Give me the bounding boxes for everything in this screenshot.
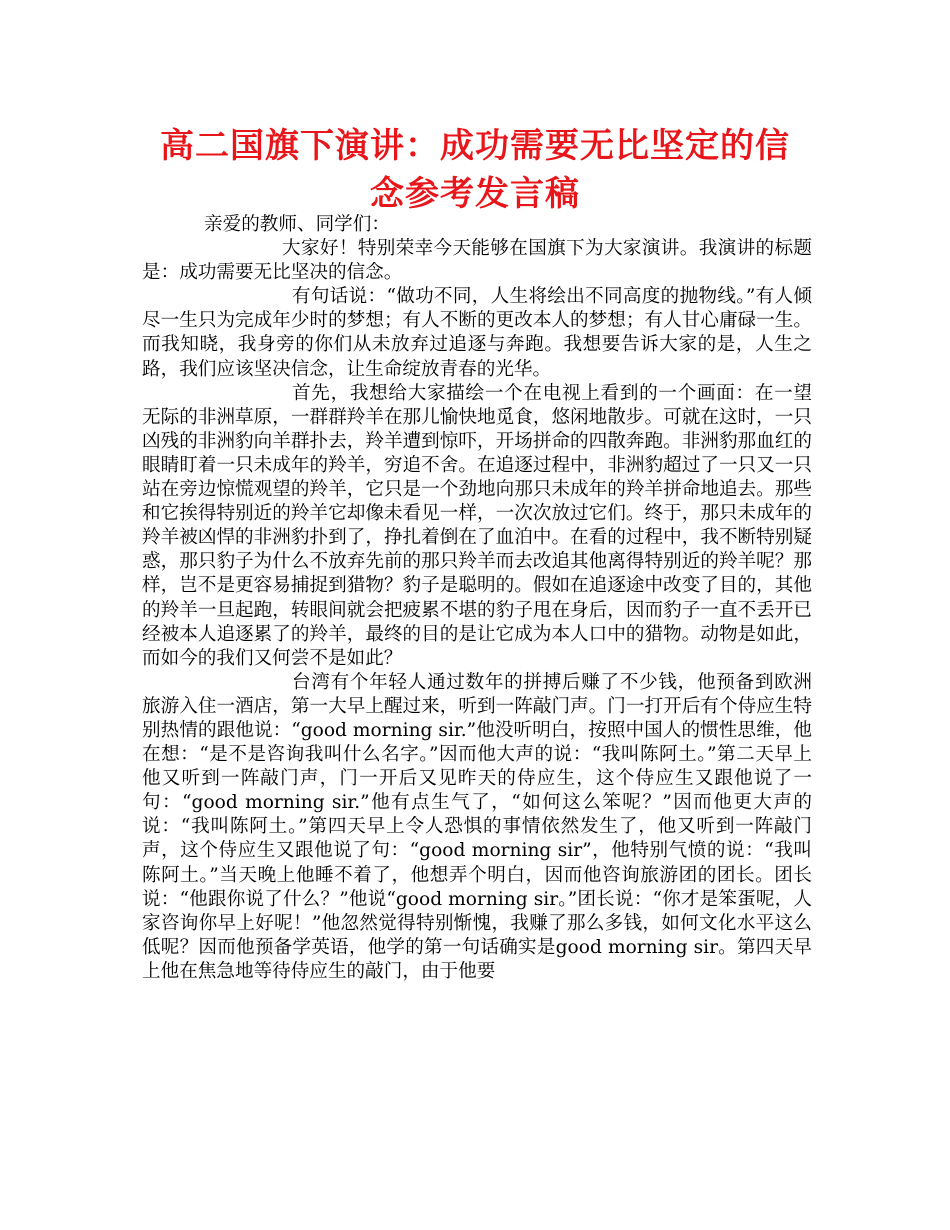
title-line-2: 念参考发言稿 [370, 174, 580, 214]
greeting-line: 亲爱的教师、同学们： [204, 214, 390, 235]
paragraph-1: 大家好！特别荣幸今天能够在国旗下为大家演讲。我演讲的标题是：成功需要无比坚决的信念。 [142, 238, 812, 284]
paragraph-3: 首先，我想给大家描绘一个在电视上看到的一个画面：在一望无际的非洲草原，一群群羚羊在那儿愉快地觅食，悠闲地散步。可就在这时，一只凶残的非洲豹向羊群扑去，羚羊遭到惊吓，开场拼命的四散奔跑。非洲豹那血红的眼睛盯着一只未成年的羚羊，穷追不舍。在追逐过程中，非洲豹超过了一只又一只站在旁边惊慌观望的羚羊，它只是一个劲地向那只未成年的羚羊拼命地追去。那些和它挨得特别近的羚羊它却像未看见一样，一次次放过它们。终于，那只未成年的羚羊被凶悍的非洲豹扑到了，挣扎着倒在了血泊中。在看的过程中，我不断特别疑惑，那只豹子为什么不放弃先前的那只羚羊而去改追其他离得特别近的羚羊呢？那样，岂不是更容易捕捉到猎物？豹子是聪明的。假如在追逐途中改变了目的，其他的羚羊一旦起跑，转眼间就会把疲累不堪的豹子甩在身后，因而豹子一直不丢开已经被本人追逐累了的羚羊，最终的目的是让它成为本人口中的猎物。动物是如此，而如今的我们又何尝不是如此？ [142, 382, 812, 669]
paragraph-2: 有句话说：“做功不同，人生将绘出不同高度的抛物线。”有人倾尽一生只为完成年少时的梦想；有人不断的更改本人的梦想；有人甘心庸碌一生。而我知晓，我身旁的你们从未放弃过追逐与奔跑。我想要告诉大家的是，人生之路，我们应该坚决信念，让生命绽放青春的光华。 [142, 286, 812, 380]
paragraph-4: 台湾有个年轻人通过数年的拼搏后赚了不少钱，他预备到欧洲旅游入住一酒店，第一大早上醒过来，听到一阵敲门声。门一打开后有个侍应生特别热情的跟他说：“good morning sir.”他没听明白，按照中国人的惯性思维，他在想：“是不是咨询我叫什么名字。”因而他大声的说：“我叫陈阿土。”第二天早上他又听到一阵敲门声，门一开后又见昨天的侍应生，这个侍应生又跟他说了一句：“good morning sir.”他有点生气了，“如何这么笨呢？”因而他更大声的说：“我叫陈阿土。”第四天早上令人恐惧的事情依然发生了，他又听到一阵敲门声，这个侍应生又跟他说了句：“good morning sir”，他特别气愤的说：“我叫陈阿土。”当天晚上他睡不着了，他想弄个明白，因而他咨询旅游团的团长。团长说：“他跟你说了什么？”他说“good morning sir。”团长说：“你才是笨蛋呢，人家咨询你早上好呢！”他忽然觉得特别惭愧，我赚了那么多钱，如何文化水平这么低呢？因而他预备学英语，他学的第一句话确实是good morning sir。第四天早上他在焦急地等待侍应生的敲门，由于他要 [142, 671, 812, 982]
speech-body [142, 213, 812, 984]
document-title [140, 122, 810, 218]
title-line-1: 高二国旗下演讲：成功需要无比坚定的信 [160, 126, 790, 166]
